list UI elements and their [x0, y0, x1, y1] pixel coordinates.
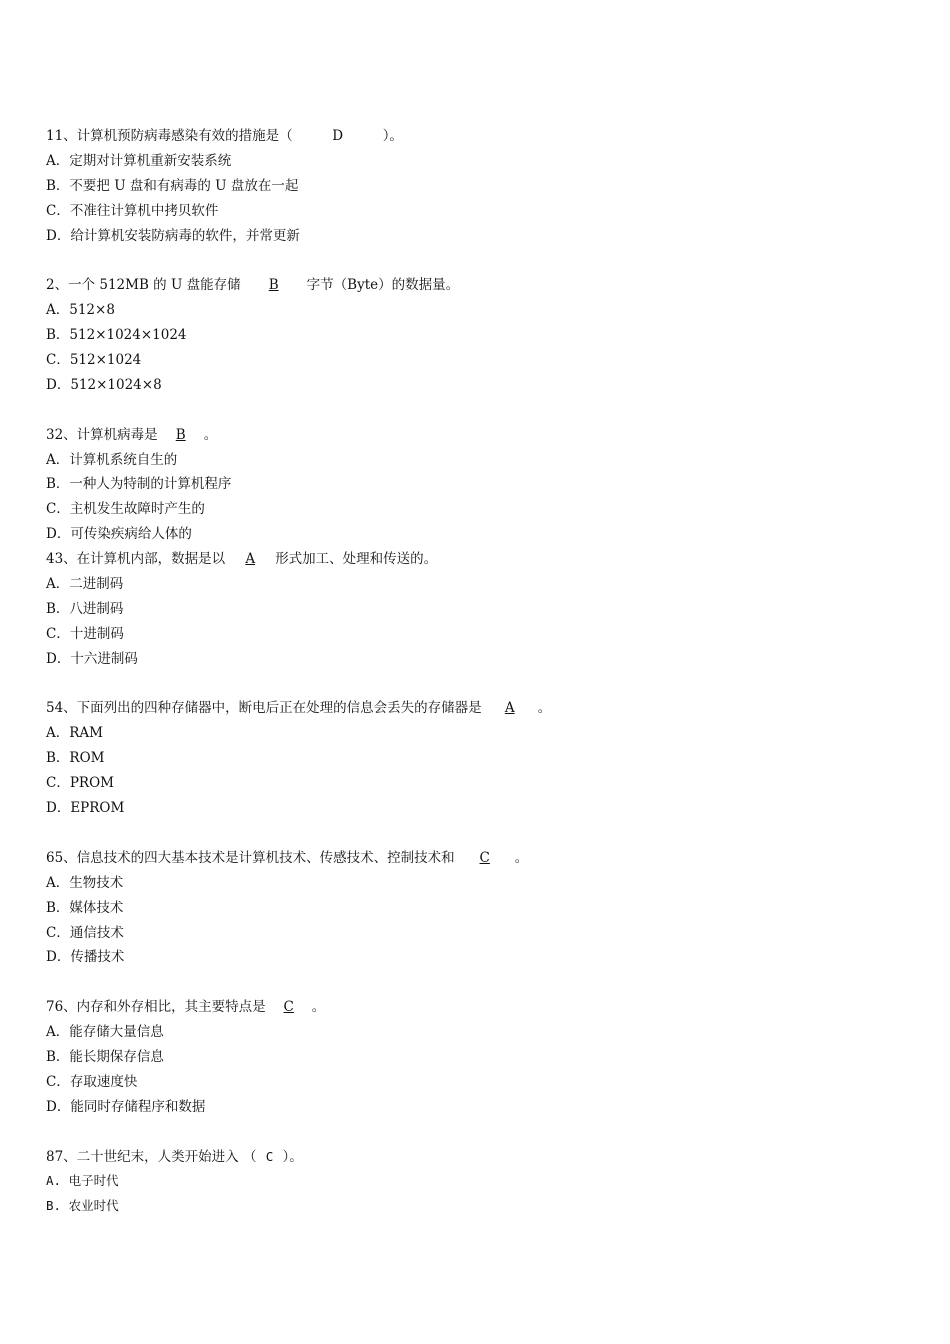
- question-text-end: 字节（Byte）的数据量。: [306, 277, 460, 294]
- question-text: 11、计算机预防病毒感染有效的措施是（: [46, 128, 293, 144]
- answer-blank: A: [504, 700, 515, 717]
- question-text: 2、一个 512MB 的 U 盘能存储: [46, 277, 241, 294]
- question-stem: [46, 547, 906, 572]
- option-c: C．不准往计算机中拷贝软件: [46, 202, 219, 219]
- option-d: D．能同时存储程序和数据: [46, 1098, 206, 1115]
- option-b: B．能长期保存信息: [46, 1048, 164, 1065]
- question-text-end: 。: [311, 999, 326, 1016]
- question-text: 32、计算机病毒是: [46, 426, 158, 443]
- answer-blank: B: [268, 277, 279, 294]
- option-d: D．十六进制码: [46, 650, 138, 667]
- option-c: C．主机发生故障时产生的: [46, 501, 205, 518]
- spacer: [46, 821, 906, 846]
- spacer: [46, 970, 906, 995]
- option-a: A．512×8: [46, 302, 115, 319]
- question-text-end: ）。: [382, 128, 403, 144]
- answer-letter: C: [265, 1148, 274, 1164]
- option-b: B．ROM: [46, 750, 105, 767]
- answer-letter: D: [332, 128, 344, 144]
- answer-blank: A: [245, 551, 256, 568]
- document-page: [46, 124, 906, 1219]
- answer-blank: C: [479, 849, 490, 866]
- question-stem: [46, 423, 906, 448]
- question-text-end: 。: [514, 849, 529, 866]
- question-stem: [46, 846, 906, 871]
- option-a: A．生物技术: [46, 874, 124, 891]
- option-d: D．EPROM: [46, 800, 125, 817]
- option-a: A. 电子时代: [46, 1173, 119, 1189]
- question-text-end: ）。: [282, 1148, 303, 1165]
- answer-blank: B: [175, 426, 186, 443]
- question-stem: [46, 1145, 906, 1170]
- question-text: 43、在计算机内部，数据是以: [46, 551, 226, 568]
- question-stem: [46, 124, 906, 149]
- option-b: B．八进制码: [46, 600, 124, 617]
- option-c: C．十进制码: [46, 625, 124, 642]
- option-a: A．能存储大量信息: [46, 1024, 164, 1041]
- option-d: D．给计算机安装防病毒的软件，并常更新: [46, 227, 300, 244]
- option-b: B．512×1024×1024: [46, 327, 187, 344]
- spacer: [46, 672, 906, 697]
- option-c: C．512×1024: [46, 352, 142, 369]
- question-text-end: 。: [203, 426, 218, 443]
- question-stem: [46, 696, 906, 721]
- option-c: C．通信技术: [46, 924, 124, 941]
- spacer: [46, 398, 906, 423]
- option-a: A．计算机系统自生的: [46, 451, 178, 468]
- option-d: D．可传染疾病给人体的: [46, 526, 192, 543]
- option-b: B．媒体技术: [46, 899, 124, 916]
- option-d: D．512×1024×8: [46, 376, 162, 393]
- option-c: C．存取速度快: [46, 1073, 138, 1090]
- option-a: A．二进制码: [46, 576, 124, 593]
- question-stem: [46, 995, 906, 1020]
- question-text: 65、信息技术的四大基本技术是计算机技术、传感技术、控制技术和: [46, 849, 455, 866]
- spacer: [46, 1120, 906, 1145]
- option-b: B. 农业时代: [46, 1198, 119, 1214]
- answer-blank: C: [283, 999, 294, 1016]
- option-b: B．不要把 U 盘和有病毒的 U 盘放在一起: [46, 177, 299, 194]
- question-text: 54、下面列出的四种存储器中，断电后正在处理的信息会丢失的存储器是: [46, 700, 482, 717]
- question-text: 76、内存和外存相比，其主要特点是: [46, 999, 266, 1016]
- option-d: D．传播技术: [46, 949, 125, 966]
- question-stem: [46, 273, 906, 298]
- option-c: C．PROM: [46, 775, 114, 792]
- option-a: A．定期对计算机重新安装系统: [46, 152, 232, 169]
- question-text: 87、二十世纪末，人类开始进入 （: [46, 1148, 257, 1165]
- option-b: B．一种人为特制的计算机程序: [46, 476, 232, 493]
- option-a: A．RAM: [46, 725, 103, 742]
- question-text-end: 。: [537, 700, 552, 717]
- question-text-end: 形式加工、处理和传送的。: [275, 551, 438, 568]
- spacer: [46, 248, 906, 273]
